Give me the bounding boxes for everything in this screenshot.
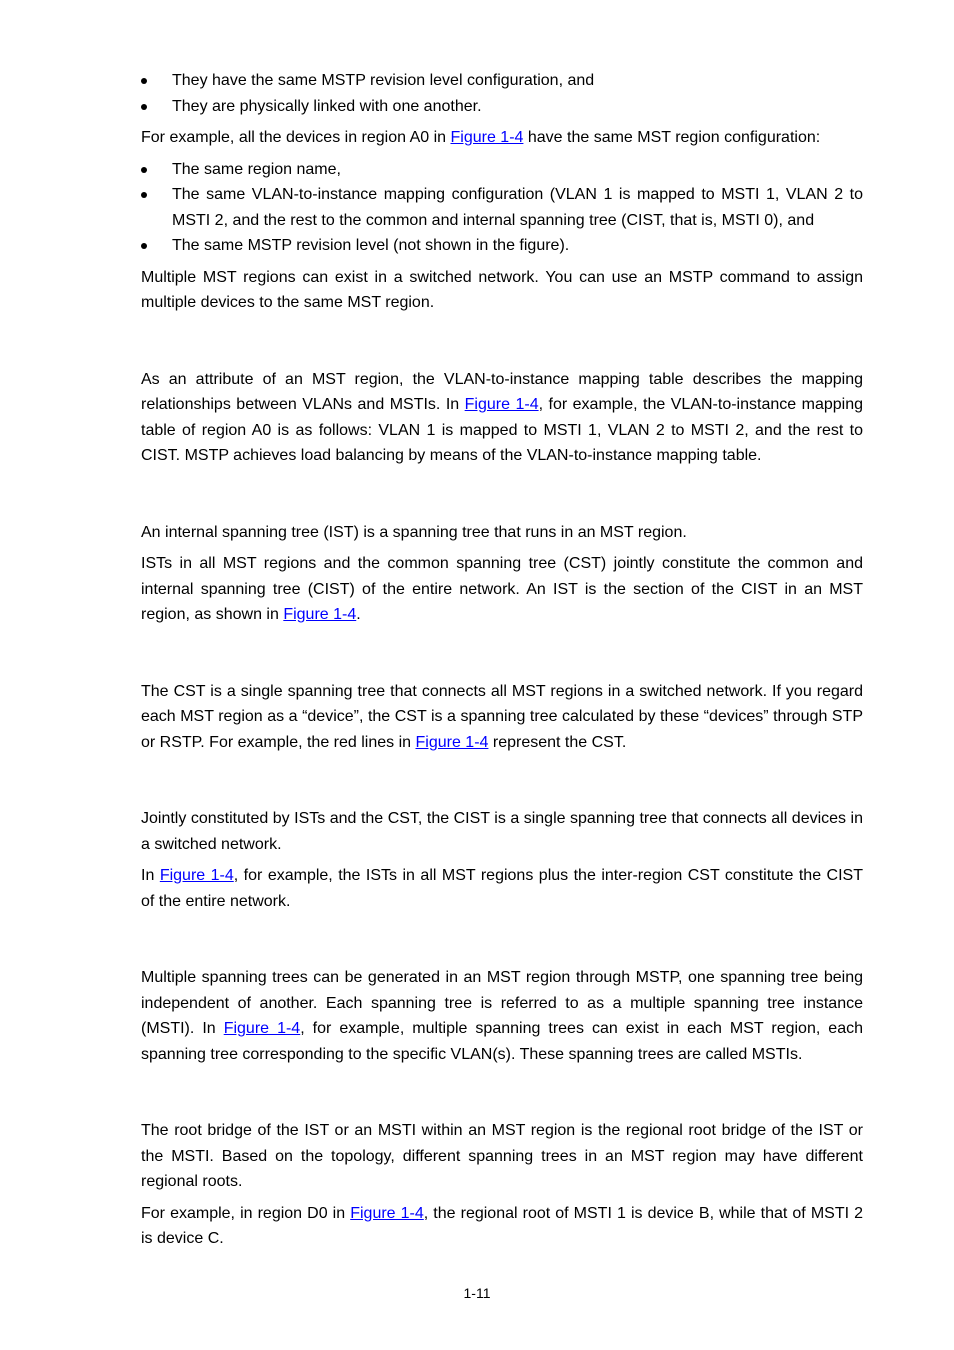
figure-link[interactable]: Figure 1-4 [283,606,357,623]
paragraph-cist-definition: Jointly constituted by ISTs and the CST, the CIST is a single spanning tree that connects all devices in a switched network. [141,810,863,853]
document-body [141,68,863,1258]
page-number: 1-11 [463,1285,491,1301]
paragraph-multiple-regions: Multiple MST regions can exist in a switched network. You can use an MSTP command to assign multiple devices to the same MST region. [141,268,863,311]
bullet-icon [141,167,147,173]
list-item: The same region name, [141,157,863,183]
figure-link[interactable]: Figure 1-4 [450,129,524,146]
section-gap [141,920,863,965]
figure-link[interactable]: Figure 1-4 [464,396,539,413]
figure-link[interactable]: Figure 1-4 [223,1020,301,1037]
paragraph-region-example: For example, all the devices in region A0 in Figure 1-4 have the same MST region configuration: [141,129,821,146]
paragraph-vlan-mapping: As an attribute of an MST region, the VLAN-to-instance mapping table describes the mapping relationships between VLANs and MSTIs. In Figure 1-4, for example, the VLAN-to-instance mapping table of region A0 is as follows: VLAN 1 is mapped to MSTI 1, VLAN 2 to MSTI 2, and the rest to CIST. MSTP achieves load balancing by means of the VLAN-to-instance mapping table. [141,370,863,464]
figure-link[interactable]: Figure 1-4 [415,733,489,751]
paragraph-cist-example: In Figure 1-4, for example, the ISTs in all MST regions plus the inter-region CST constitute the CIST of the entire network. [141,867,864,910]
bullet-icon [141,78,147,84]
paragraph-regional-root-example: For example, in region D0 in Figure 1-4, the regional root of MSTI 1 is device B, while that of MSTI 2 is device C. [141,1204,864,1247]
list-item: The same VLAN-to-instance mapping configuration (VLAN 1 is mapped to MSTI 1, VLAN 2 to MSTI 2, and the rest to the common and internal spanning tree (CIST, that is, MSTI 0), and [141,182,863,233]
paragraph-ist-detail: ISTs in all MST regions and the common spanning tree (CST) jointly constitute the common and internal spanning tree (CIST) of the entire network. An IST is the section of the CIST in an MST region, as shown in Figure 1-4. [141,555,863,623]
figure-link[interactable]: Figure 1-4 [350,1204,424,1222]
region-conditions-list [141,68,863,119]
paragraph-msti: Multiple spanning trees can be generated in an MST region through MSTP, one spanning tree being independent of another. Each spanning tree is referred to as a multiple spanning tree instance (MSTI). In Figure 1-4, for example, multiple spanning trees can exist in each MST region, each spanning tree corresponding to the specific VLAN(s). These spanning trees are called MSTIs. [141,969,864,1063]
bullet-icon [141,192,147,198]
region-config-list [141,157,863,259]
bullet-icon [141,243,147,249]
section-gap [141,475,863,520]
section-gap [141,634,863,679]
paragraph-ist-definition: An internal spanning tree (IST) is a spanning tree that runs in an MST region. [141,523,687,541]
section-gap [141,322,863,367]
list-item: The same MSTP revision level (not shown in the figure). [141,233,863,259]
section-gap [141,761,863,806]
paragraph-cst: The CST is a single spanning tree that connects all MST regions in a switched network. If you regard each MST region as a “device”, the CST is a spanning tree calculated by these “devices” through STP or RSTP. For example, the red lines in Figure 1-4 represent the CST. [141,682,863,751]
list-item: They are physically linked with one another. [141,94,863,120]
bullet-icon [141,104,147,110]
list-item: They have the same MSTP revision level configuration, and [141,68,863,94]
paragraph-regional-root: The root bridge of the IST or an MSTI within an MST region is the regional root bridge of the IST or the MSTI. Based on the topology, different spanning trees in an MST region may have different regional roots. [141,1122,863,1190]
section-gap [141,1073,863,1118]
figure-link[interactable]: Figure 1-4 [159,867,234,884]
